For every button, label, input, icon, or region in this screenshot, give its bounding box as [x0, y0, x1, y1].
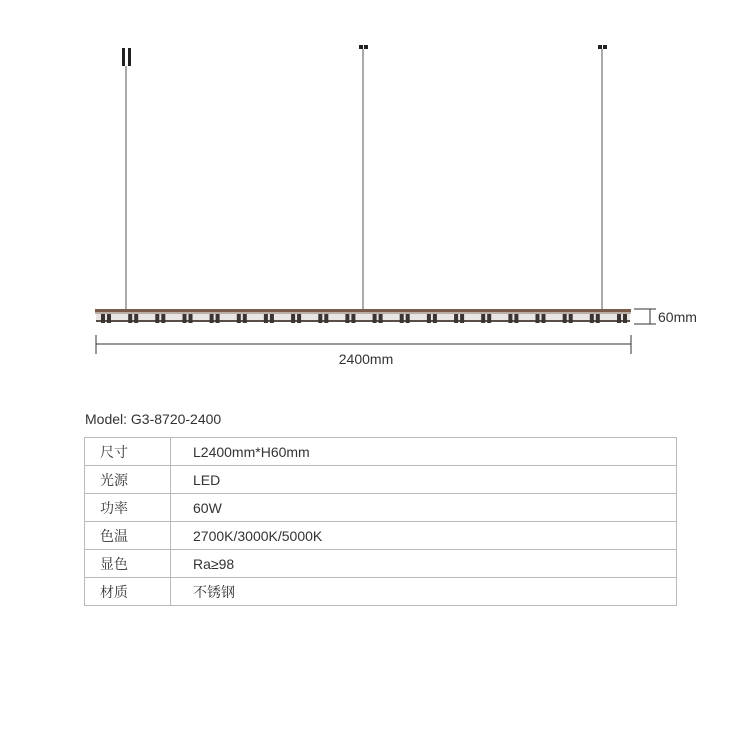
spec-label: 尺寸: [85, 438, 171, 466]
spec-value: L2400mm*H60mm: [171, 438, 677, 466]
ceiling-mount-left: [122, 48, 131, 66]
spec-row-size: [85, 438, 677, 466]
lamp-body: [95, 309, 631, 323]
spec-row-color-temperature: [85, 522, 677, 550]
height-dimension: [634, 309, 697, 325]
spec-row-light-source: [85, 466, 677, 494]
spec-value: 不锈钢: [193, 583, 235, 600]
spec-label: 功率: [85, 494, 171, 522]
spec-value: LED: [171, 466, 677, 494]
spec-row-power: [85, 494, 677, 522]
spec-value: Ra≥98: [171, 550, 677, 578]
spec-row-material: [85, 578, 677, 606]
spec-label: 色温: [85, 522, 171, 550]
ceiling-mount-center: [359, 45, 368, 49]
height-label: 60mm: [658, 309, 697, 325]
length-label: 2400mm: [338, 351, 394, 367]
spec-label: 显色: [85, 550, 171, 578]
spec-value: 2700K/3000K/5000K: [171, 522, 677, 550]
spec-label: 光源: [85, 466, 171, 494]
length-dimension: [96, 335, 631, 367]
ceiling-mount-right: [598, 45, 607, 49]
spec-value: 60W: [171, 494, 677, 522]
model-number: Model: G3-8720-2400: [85, 411, 222, 427]
spec-label: 材质: [85, 578, 171, 606]
spec-table: [84, 437, 677, 606]
spec-row-color-rendering: [85, 550, 677, 578]
